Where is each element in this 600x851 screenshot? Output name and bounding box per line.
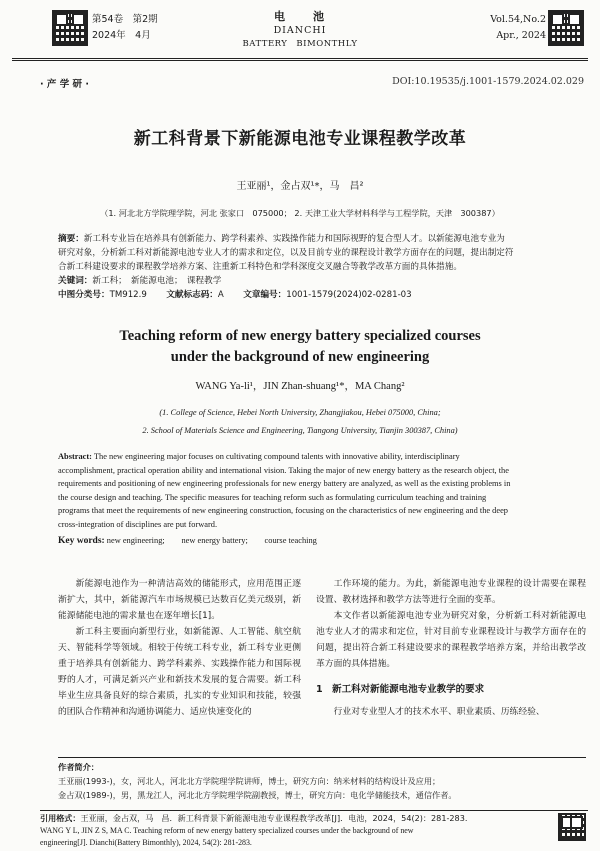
abstract-en bbox=[58, 450, 584, 548]
citation-en-line1: WANG Y L, JIN Z S, MA C. Teaching reform of new energy battery specialized courses under the background of new bbox=[40, 825, 414, 835]
citation-cn: 王亚丽，金占双，马 昌．新工科背景下新能源电池专业课程教学改革[J]．电池，2024，54(2)：281-283. bbox=[80, 813, 468, 823]
abstract-en-line4: the course design and teaching. The specific measures for teaching reform such as formulating curriculum teaching and training bbox=[58, 492, 487, 502]
body-paragraph: 新能源电池作为一种清洁高效的储能形式，应用范围正逐渐扩大，其中，新能源汽车市场规模已达数百亿美元级别，新能源储能电池的需求量也在逐年增长[1]。 bbox=[58, 579, 301, 621]
journal-name-en: BATTERY BIMONTHLY bbox=[242, 39, 358, 49]
citation-rule bbox=[40, 810, 588, 811]
authors-cn: 王亚丽¹，金占双¹*，马 昌² bbox=[236, 181, 364, 192]
author-info-rule bbox=[58, 757, 586, 758]
abstract-cn-line3: 合新工科建设要求的课程教学培养方案、注重新工科特色和学科深度交叉融合等教学改革方面的具体措施。 bbox=[58, 262, 462, 272]
date-cn: 2024年 4月 bbox=[92, 30, 151, 41]
header-left bbox=[92, 12, 158, 44]
abstract-cn bbox=[58, 232, 584, 302]
abstract-en-label: Abstract: bbox=[58, 452, 92, 461]
qr-code-top-right bbox=[548, 10, 584, 46]
qr-code-top-left bbox=[52, 10, 88, 46]
citation bbox=[40, 812, 540, 850]
title-en-line2: under the background of new engineering bbox=[170, 349, 430, 365]
title-en-line1: Teaching reform of new energy battery specialized courses bbox=[119, 328, 481, 344]
body-paragraph: 工作环境的能力。为此，新能源电池专业课程的设计需要在课程设置、教材选择和教学方法等进行全面的变革。 bbox=[316, 579, 586, 605]
affiliation-en-1: (1. College of Science, Hebei North University, Zhangjiakou, Hebei 075000, China; bbox=[159, 408, 441, 417]
affiliation-en-2: 2. School of Materials Science and Engineering, Tiangong University, Tianjin 300387, China) bbox=[142, 426, 458, 435]
header-right bbox=[436, 12, 546, 44]
header-center bbox=[200, 8, 400, 49]
clc-value: TM912.9 bbox=[109, 290, 147, 300]
citation-label: 引用格式： bbox=[40, 813, 81, 823]
authors-en: WANG Ya-li¹，JIN Zhan-shuang¹*，MA Chang² bbox=[195, 381, 405, 392]
abstract-cn-line1: 新工科专业旨在培养具有创新能力、跨学科素养、实践操作能力和国际视野的复合型人才。以新能源电池专业为 bbox=[83, 234, 505, 244]
doc-code-value: A bbox=[217, 290, 224, 300]
article-id-label: 文章编号： bbox=[243, 290, 287, 300]
abstract-en-line3: requirements and positioning of new engineering professionals for new energy battery are analyzed, as well as the existing problems in bbox=[58, 479, 511, 489]
doc-code-label: 文献标志码： bbox=[166, 290, 218, 300]
abstract-en-line6: cross-integration of disciplines are put forward. bbox=[58, 519, 218, 529]
title-cn: 新工科背景下新能源电池专业课程教学改革 bbox=[133, 129, 467, 149]
classification-row bbox=[58, 288, 584, 302]
keywords-en: new engineering; new energy battery; course teaching bbox=[104, 535, 317, 545]
volume-cn: 第54卷 第2期 bbox=[92, 14, 158, 25]
affiliation-cn: （1. 河北北方学院理学院，河北 张家口 075000； 2. 天津工业大学材料科学与工程学院，天津 300387） bbox=[100, 208, 500, 218]
author-info-line2: 金占双(1989-)，男，黑龙江人，河北北方学院理学院副教授，博士，研究方向：电化学储能技术，通信作者。 bbox=[58, 790, 457, 800]
journal-pinyin: DIANCHI bbox=[273, 25, 327, 36]
date-en: Apr., 2024 bbox=[496, 30, 546, 41]
journal-name-cn: 电 池 bbox=[274, 10, 326, 23]
doi: DOI:10.19535/j.1001-1579.2024.02.029 bbox=[392, 76, 584, 87]
body-left-column bbox=[58, 576, 301, 720]
clc-label: 中图分类号： bbox=[58, 290, 110, 300]
abstract-en-line1: The new engineering major focuses on cultivating compound talents with innovative ability, interdisciplinary bbox=[91, 452, 460, 461]
citation-en-line2: engineering[J]. Dianchi(Battery Bimonthly), 2024, 54(2): 281-283. bbox=[40, 838, 252, 847]
abstract-cn-label: 摘要： bbox=[58, 234, 84, 244]
section-tag: · 产 学 研 · bbox=[40, 79, 89, 90]
article-id-value: 1001-1579(2024)02-0281-03 bbox=[286, 290, 412, 300]
section-heading-1: 1 新工科对新能源电池专业教学的要求 bbox=[316, 684, 485, 695]
header-rule-thin bbox=[12, 60, 588, 61]
body-paragraph: 本文作者以新能源电池专业为研究对象，分析新工科对新能源电池专业人才的需求和定位，针对目前专业课程设计与教学方面存在的问题，提出符合新工科建设要求的课程教学培养方案，并给出教学改革方面的具体措施。 bbox=[316, 611, 586, 669]
keywords-cn-label: 关键词： bbox=[58, 276, 93, 286]
body-paragraph: 新工科主要面向新型行业，如新能源、人工智能、航空航天、智能科学等领域。相较于传统工科专业，新工科专业更侧重于培养具有创新能力、跨学科素养、实践操作能力和国际视野的人才，可满足新兴产业和新技术发展的复合需要。新工科毕业生应具备良好的综合素质，扎实的专业知识和技能，较强的团队合作精神和沟通协调能力、适应快速变化的 bbox=[58, 627, 301, 717]
qr-code-bottom-right bbox=[558, 813, 586, 841]
abstract-cn-line2: 研究对象，分析新工科对新能源电池专业人才的需求和定位，以及目前专业的课程设计教学方面存在的问题，提出制定符 bbox=[58, 248, 514, 258]
body-right-column bbox=[316, 576, 586, 720]
volume-en: Vol.54,No.2 bbox=[490, 14, 546, 25]
abstract-en-line5: programs that meet the requirements of new engineering construction, focusing on the characteristics of new engineering and the deep bbox=[58, 506, 508, 516]
keywords-en-label: Key words: bbox=[58, 535, 105, 546]
body-paragraph: 行业对专业型人才的技术水平、职业素质、历练经验、 bbox=[333, 707, 545, 717]
header-rule bbox=[12, 58, 588, 59]
abstract-en-line2: accomplishment, practical operation ability and international vision. Taking the major of new energy battery as the research object, the bbox=[58, 465, 509, 475]
author-info-line1: 王亚丽(1993-)，女，河北人，河北北方学院理学院讲师，博士，研究方向：纳米材料的结构设计及应用； bbox=[58, 776, 441, 786]
keywords-cn: 新工科； 新能源电池； 课程教学 bbox=[92, 276, 222, 286]
author-info bbox=[58, 760, 586, 802]
author-info-label: 作者简介： bbox=[58, 762, 99, 772]
